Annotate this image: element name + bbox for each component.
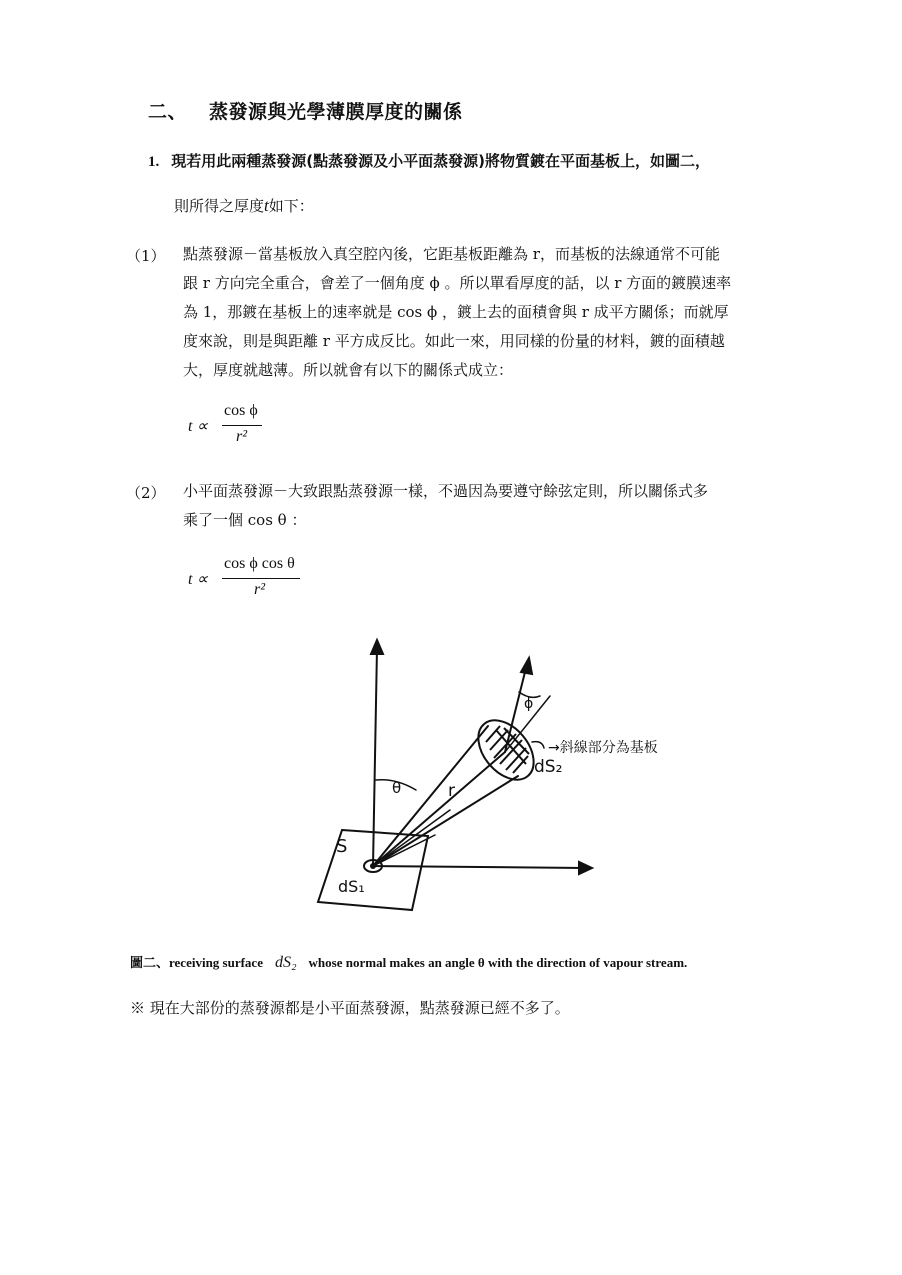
item-1 <box>148 150 710 171</box>
intro-after: 如下： <box>268 197 314 215</box>
cone-edge-left <box>373 726 488 866</box>
label-phi: ϕ <box>524 696 534 712</box>
label-S: S <box>336 836 348 857</box>
case-1-line: 點蒸發源－當基板放入真空腔內後，它距基板距離為 r，而基板的法線通常不可能 <box>183 245 720 263</box>
substrate-annotation: →斜線部分為基板 <box>548 740 658 756</box>
section-number: 二、 <box>148 101 188 123</box>
section-title: 蒸發源與光學薄膜厚度的關係 <box>209 101 463 123</box>
formula-2-fraction-bar <box>222 578 300 579</box>
evaporation-geometry-diagram <box>300 630 600 920</box>
label-dS1: dS₁ <box>338 877 365 896</box>
formula-1 <box>188 400 308 452</box>
label-dS2: dS₂ <box>534 757 563 777</box>
formula-2 <box>188 553 348 605</box>
formula-1-lhs: t ∝ <box>188 418 208 435</box>
item-1-number: 1. <box>148 154 160 170</box>
caption-symbol: dS₂ <box>274 954 297 971</box>
formula-1-numerator: cos ϕ <box>224 402 258 419</box>
cone-center-line <box>373 752 505 866</box>
horizontal-axis-arrowhead <box>579 862 592 874</box>
case-2-marker: （2） <box>126 484 166 502</box>
vertical-axis-arrowhead <box>371 640 383 654</box>
formula-2-denominator: r² <box>254 581 266 598</box>
formula-2-numerator: cos ϕ cos θ <box>224 555 295 572</box>
caption-suffix: whose normal makes an angle θ with the direction of vapour stream. <box>308 955 688 970</box>
intro-line <box>174 195 314 216</box>
formula-1-denominator: r² <box>236 428 248 445</box>
case-1-line: 大，厚度就越薄。所以就會有以下的關係式成立： <box>183 361 514 379</box>
intro-before: 則所得之厚度 <box>174 197 265 215</box>
section-heading <box>148 97 463 124</box>
figure-caption <box>130 952 687 972</box>
case-1-line: 為 1，那鍍在基板上的速率就是 cos ϕ ，鍍上去的面積會與 r 成平方關係；而就厚 <box>183 303 729 321</box>
footnote: ※ 現在大部份的蒸發源都是小平面蒸發源，點蒸發源已經不多了。 <box>130 999 570 1017</box>
formula-2-lhs: t ∝ <box>188 571 208 588</box>
case-1-paragraph <box>183 240 731 385</box>
case-2-line: 乘了一個 cos θ ： <box>183 511 307 529</box>
formula-1-fraction-bar <box>222 425 262 426</box>
case-2-paragraph <box>183 477 708 535</box>
case-1-marker: （1） <box>126 247 166 265</box>
horizontal-axis <box>373 866 585 868</box>
item-1-text: 現若用此兩種蒸發源(點蒸發源及小平面蒸發源)將物質鍍在平面基板上，如圖二， <box>171 152 710 170</box>
label-theta: θ <box>392 779 402 797</box>
case-1-line: 跟 r 方向完全重合，會差了一個角度 ϕ 。所以單看厚度的話，以 r 方面的鍍膜速率 <box>183 274 732 292</box>
label-r: r <box>448 781 455 801</box>
case-1-line: 度來說，則是與距離 r 平方成反比。如此一來，用同樣的份量的材料，鍍的面積越 <box>183 332 725 350</box>
caption-prefix: 圖二、receiving surface <box>130 955 263 970</box>
stream-direction-arrowhead <box>521 658 532 674</box>
intro-var: t <box>264 196 269 215</box>
case-2-line: 小平面蒸發源－大致跟點蒸發源一樣，不過因為要遵守餘弦定則，所以關係式多 <box>183 482 709 500</box>
point-source-dot <box>370 863 376 869</box>
